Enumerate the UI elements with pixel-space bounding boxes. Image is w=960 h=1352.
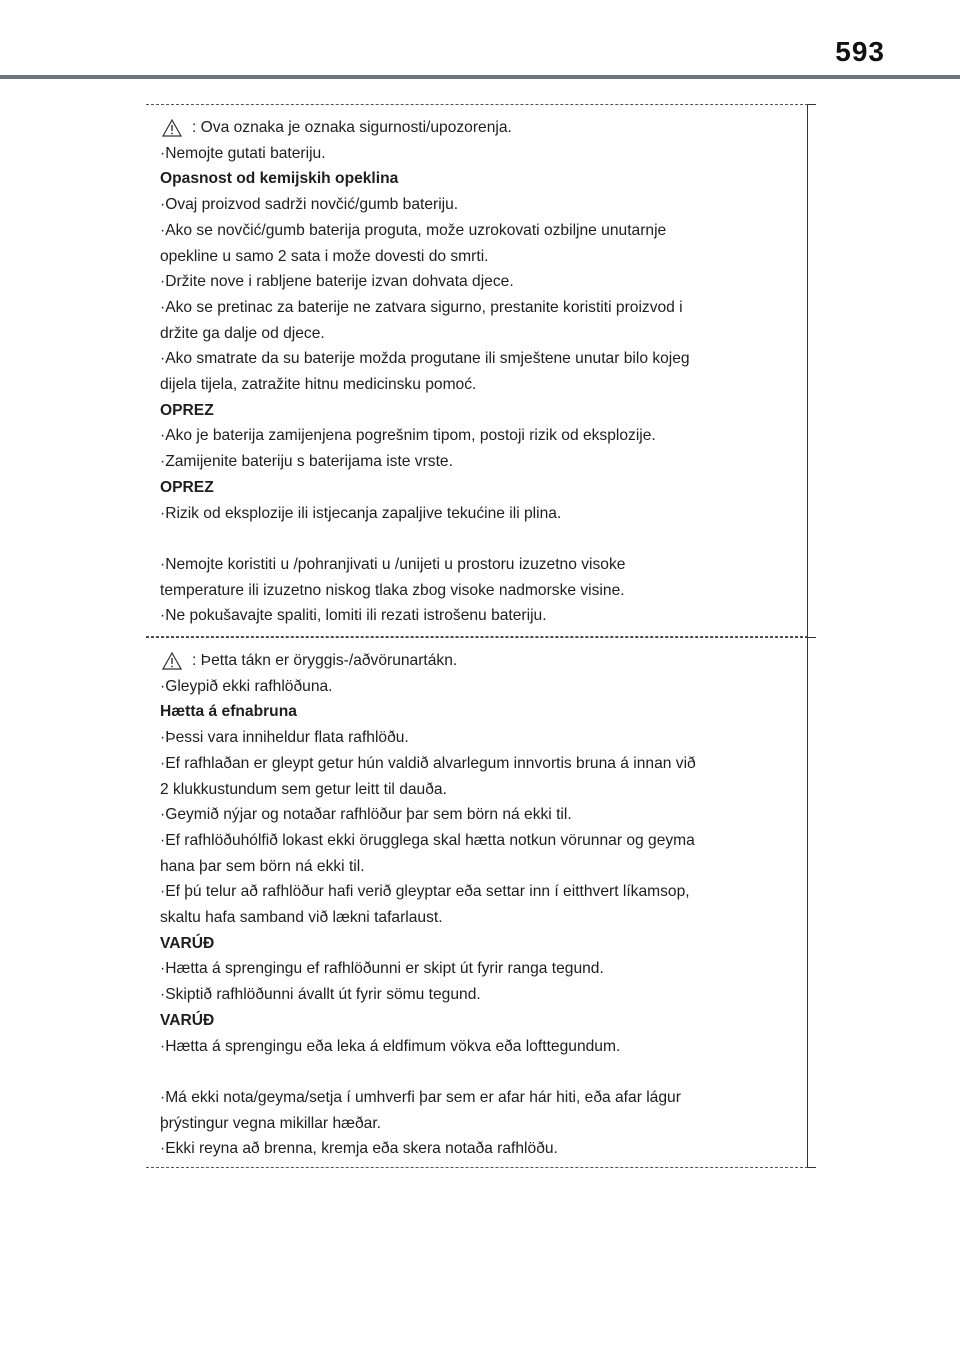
text-line: ·Ako se pretinac za baterije ne zatvara sigurno, prestanite koristiti proizvod i xyxy=(160,298,683,316)
text-line: ·Ef rafhlaðan er gleypt getur hún valdið alvarlegum innvortis bruna á innan við xyxy=(160,754,696,772)
corner-tick xyxy=(808,637,816,638)
warning-label-text: : Þetta tákn er öryggis-/aðvörunartákn. xyxy=(192,652,458,669)
text-line: ·Geymið nýjar og notaðar rafhlöður þar sem börn ná ekki til. xyxy=(160,806,572,824)
warning-triangle-icon xyxy=(162,652,182,670)
section-heading: OPREZ xyxy=(160,478,214,496)
warning-label-text: : Ova oznaka je oznaka sigurnosti/upozorenja. xyxy=(192,119,512,136)
text-line: ·Má ekki nota/geyma/setja í umhverfi þar sem er afar hár hiti, eða afar lágur xyxy=(160,1088,681,1106)
section-heading: VARÚÐ xyxy=(160,1011,215,1029)
text-line: držite ga dalje od djece. xyxy=(160,324,325,342)
text-line: dijela tijela, zatražite hitnu medicinsku pomoć. xyxy=(160,376,477,394)
spacer xyxy=(160,1059,787,1085)
text-line: ·Zamijenite bateriju s baterijama iste vrste. xyxy=(160,453,453,471)
page-number: 593 xyxy=(835,36,885,67)
text-line: ·Nemojte koristiti u /pohranjivati u /unijeti u prostoru izuzetno visoke xyxy=(160,555,626,573)
text-line: ·Þessi vara inniheldur flata rafhlöðu. xyxy=(160,729,409,747)
warning-triangle-icon xyxy=(162,119,182,137)
spacer xyxy=(160,526,787,552)
section-heading: OPREZ xyxy=(160,401,214,419)
text-line: ·Ako smatrate da su baterije možda progutane ili smještene unutar bilo kojeg xyxy=(160,350,690,368)
corner-tick xyxy=(808,1167,816,1168)
text-line: ·Rizik od eksplozije ili istjecanja zapaljive tekućine ili plina. xyxy=(160,504,562,522)
croatian-text-block xyxy=(160,141,787,629)
text-line: hana þar sem börn ná ekki til. xyxy=(160,857,365,875)
warning-label-row xyxy=(160,648,787,674)
text-line: opekline u samo 2 sata i može dovesti do smrti. xyxy=(160,247,489,265)
icelandic-text-block xyxy=(160,674,787,1162)
warning-box-croatian xyxy=(146,104,808,637)
corner-tick xyxy=(808,104,816,105)
text-line: skaltu hafa samband við lækni tafarlaust. xyxy=(160,909,443,927)
text-line: ·Ekki reyna að brenna, kremja eða skera notaða rafhlöðu. xyxy=(160,1140,558,1158)
text-line: ·Ef rafhlöðuhólfið lokast ekki örugglega skal hætta notkun vörunnar og geyma xyxy=(160,831,695,849)
text-line: ·Skiptið rafhlöðunni ávallt út fyrir sömu tegund. xyxy=(160,986,481,1004)
warning-box-icelandic xyxy=(146,637,808,1168)
text-line: ·Gleypið ekki rafhlöðuna. xyxy=(160,677,333,695)
section-heading: Hætta á efnabruna xyxy=(160,703,297,721)
text-line: ·Hætta á sprengingu eða leka á eldfimum vökva eða lofttegundum. xyxy=(160,1037,621,1055)
text-line: ·Ne pokušavajte spaliti, lomiti ili rezati istrošenu bateriju. xyxy=(160,607,547,625)
section-heading: VARÚÐ xyxy=(160,934,215,952)
text-line: þrýstingur vegna mikillar hæðar. xyxy=(160,1114,382,1132)
text-line: ·Držite nove i rabljene baterije izvan dohvata djece. xyxy=(160,273,514,291)
text-line: temperature ili izuzetno niskog tlaka zbog visoke nadmorske visine. xyxy=(160,581,625,599)
section-heading: Opasnost od kemijskih opeklina xyxy=(160,170,399,188)
text-line: ·Hætta á sprengingu ef rafhlöðunni er skipt út fyrir ranga tegund. xyxy=(160,960,604,978)
header-rule xyxy=(0,75,960,79)
text-line: ·Nemojte gutati bateriju. xyxy=(160,144,326,162)
warning-label-row xyxy=(160,115,787,141)
text-line: ·Ako je baterija zamijenjena pogrešnim tipom, postoji rizik od eksplozije. xyxy=(160,427,656,445)
text-line: ·Ovaj proizvod sadrži novčić/gumb bateriju. xyxy=(160,196,459,214)
text-line: 2 klukkustundum sem getur leitt til dauða. xyxy=(160,780,447,798)
text-line: ·Ako se novčić/gumb baterija proguta, može uzrokovati ozbiljne unutarnje xyxy=(160,221,667,239)
text-line: ·Ef þú telur að rafhlöður hafi verið gleyptar eða settar inn í eitthvert líkamsop, xyxy=(160,883,690,901)
